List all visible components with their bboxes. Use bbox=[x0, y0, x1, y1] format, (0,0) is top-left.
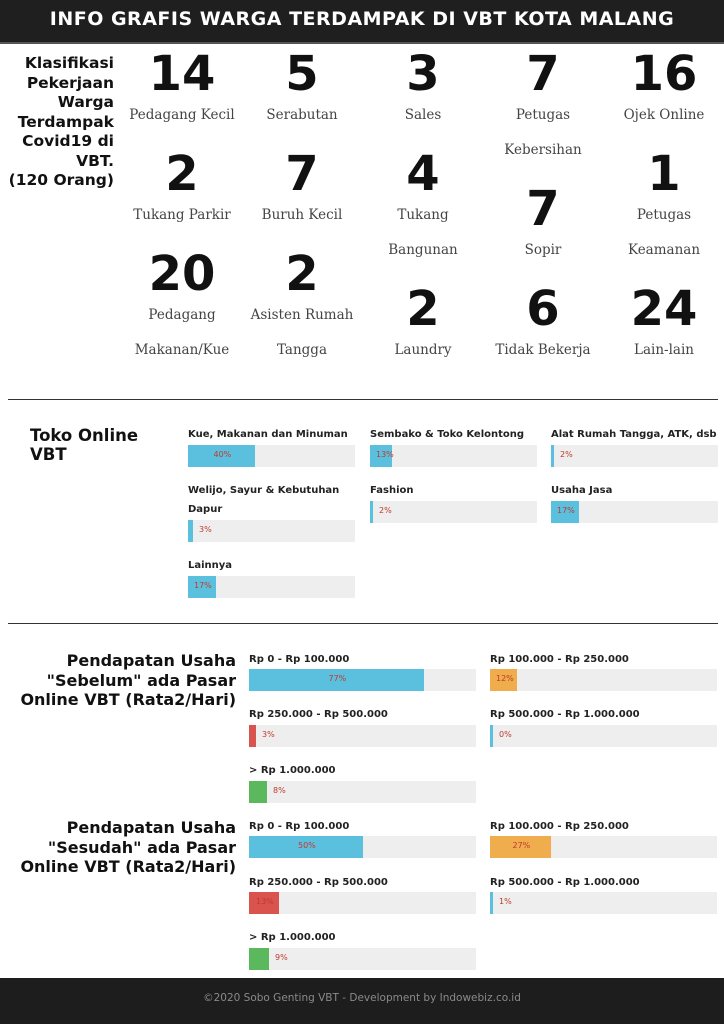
bar-title: Sembako & Toko Kelontong bbox=[370, 429, 525, 440]
stat-item bbox=[112, 46, 252, 133]
stat-value: 16 bbox=[630, 46, 698, 102]
stat-value: 7 bbox=[526, 46, 560, 102]
page-title: INFO GRAFIS WARGA TERDAMPAK DI VBT KOTA MALANG bbox=[49, 8, 675, 30]
bar-title: Fashion bbox=[370, 485, 414, 496]
stat-item bbox=[232, 46, 372, 133]
bar-fill bbox=[490, 892, 493, 914]
footer-credit: ©2020 Sobo Genting VBT - Development by Indowebiz.co.id bbox=[203, 992, 521, 1004]
stat-item bbox=[473, 181, 613, 268]
bar-title: Rp 100.000 - Rp 250.000 bbox=[490, 821, 629, 832]
stat-value: 2 bbox=[285, 246, 319, 302]
pendapatan-sesudah-heading: Pendapatan Usaha "Sesudah" ada Pasar Online VBT (Rata2/Hari) bbox=[20, 818, 236, 876]
bar-value: 1% bbox=[499, 897, 512, 906]
stat-item bbox=[112, 146, 252, 233]
bar-value: 13% bbox=[256, 897, 274, 906]
bar-value: 8% bbox=[273, 786, 286, 795]
bar-title: Rp 0 - Rp 100.000 bbox=[249, 821, 350, 832]
stat-value: 5 bbox=[285, 46, 319, 102]
bar-value: 50% bbox=[298, 841, 316, 850]
stat-label: Tidak Bekerja bbox=[495, 342, 591, 358]
bar-value: 9% bbox=[275, 953, 288, 962]
stat-label: Laundry bbox=[394, 342, 452, 358]
stat-label: Tukang Bangunan bbox=[388, 207, 458, 258]
bar-title: Rp 500.000 - Rp 1.000.000 bbox=[490, 709, 640, 720]
progress-bar bbox=[490, 892, 717, 914]
bar-fill bbox=[551, 445, 554, 467]
progress-bar bbox=[188, 445, 355, 467]
stat-item bbox=[473, 46, 613, 168]
stat-value: 4 bbox=[406, 146, 440, 202]
stat-label: Pedagang Makanan/Kue bbox=[134, 307, 230, 358]
bar-title: Rp 250.000 - Rp 500.000 bbox=[249, 877, 388, 888]
progress-bar bbox=[551, 445, 718, 467]
stat-label: Serabutan bbox=[266, 107, 338, 123]
progress-bar bbox=[249, 781, 476, 803]
bar-value: 13% bbox=[376, 450, 394, 459]
bar-value: 77% bbox=[328, 674, 347, 683]
stat-label: Lain-lain bbox=[634, 342, 694, 358]
bar-title: Alat Rumah Tangga, ATK, dsb bbox=[551, 429, 717, 440]
pendapatan-sebelum-heading: Pendapatan Usaha "Sebelum" ada Pasar Online VBT (Rata2/Hari) bbox=[20, 651, 236, 709]
progress-bar bbox=[188, 576, 355, 598]
bar-fill bbox=[188, 520, 193, 542]
bar-value: 27% bbox=[512, 841, 531, 850]
bar-fill bbox=[249, 781, 267, 803]
bar-title: Welijo, Sayur & Kebutuhan Dapur bbox=[188, 485, 340, 515]
progress-bar bbox=[249, 948, 476, 970]
progress-bar bbox=[370, 445, 537, 467]
progress-bar bbox=[490, 669, 717, 691]
stat-item bbox=[353, 146, 493, 268]
bar-fill bbox=[249, 725, 256, 747]
stat-label: Asisten Rumah Tangga bbox=[250, 307, 354, 358]
bar-title: > Rp 1.000.000 bbox=[249, 765, 336, 776]
stat-item bbox=[353, 281, 493, 368]
bar-value: 2% bbox=[379, 506, 392, 515]
stat-value: 6 bbox=[526, 281, 560, 337]
stat-label: Pedagang Kecil bbox=[129, 107, 235, 123]
bar-title: Rp 500.000 - Rp 1.000.000 bbox=[490, 877, 640, 888]
page-header bbox=[0, 0, 724, 44]
section-divider bbox=[8, 399, 718, 400]
bar-title: Kue, Makanan dan Minuman bbox=[188, 429, 348, 440]
stat-label: Sales bbox=[404, 107, 442, 123]
stat-value: 2 bbox=[165, 146, 199, 202]
toko-online-heading: Toko Online VBT bbox=[30, 426, 139, 464]
stat-label: Tukang Parkir bbox=[133, 207, 231, 223]
progress-bar bbox=[249, 836, 476, 858]
bar-value: 3% bbox=[262, 730, 275, 739]
stat-label: Petugas Kebersihan bbox=[504, 107, 582, 158]
stat-value: 3 bbox=[406, 46, 440, 102]
stat-item bbox=[473, 281, 613, 368]
stat-value: 2 bbox=[406, 281, 440, 337]
progress-bar bbox=[490, 836, 717, 858]
bar-title: > Rp 1.000.000 bbox=[249, 932, 336, 943]
stat-item bbox=[232, 246, 372, 368]
stat-value: 24 bbox=[630, 281, 698, 337]
bar-title: Usaha Jasa bbox=[551, 485, 613, 496]
bar-value: 2% bbox=[560, 450, 573, 459]
progress-bar bbox=[188, 520, 355, 542]
progress-bar bbox=[551, 501, 718, 523]
bar-fill bbox=[249, 948, 269, 970]
stat-item bbox=[594, 46, 724, 133]
section-divider bbox=[8, 623, 718, 624]
stat-item bbox=[353, 46, 493, 133]
stat-value: 1 bbox=[647, 146, 681, 202]
bar-value: 3% bbox=[199, 525, 212, 534]
bar-value: 17% bbox=[194, 581, 212, 590]
bar-title: Rp 100.000 - Rp 250.000 bbox=[490, 654, 629, 665]
stat-label: Ojek Online bbox=[623, 107, 705, 123]
stat-label: Petugas Keamanan bbox=[627, 207, 701, 258]
bar-value: 0% bbox=[499, 730, 512, 739]
stat-item bbox=[594, 281, 724, 368]
bar-title: Rp 250.000 - Rp 500.000 bbox=[249, 709, 388, 720]
page-footer bbox=[0, 978, 724, 1024]
stat-value: 7 bbox=[526, 181, 560, 237]
bar-fill bbox=[370, 501, 373, 523]
stat-label: Sopir bbox=[524, 242, 562, 258]
progress-bar bbox=[490, 725, 717, 747]
stat-item bbox=[232, 146, 372, 233]
bar-value: 17% bbox=[557, 506, 575, 515]
progress-bar bbox=[249, 892, 476, 914]
bar-title: Rp 0 - Rp 100.000 bbox=[249, 654, 350, 665]
stat-item bbox=[112, 246, 252, 368]
progress-bar bbox=[249, 725, 476, 747]
stat-value: 7 bbox=[285, 146, 319, 202]
stat-value: 20 bbox=[148, 246, 216, 302]
stat-item bbox=[594, 146, 724, 268]
klasifikasi-heading: Klasifikasi Pekerjaan Warga Terdampak Covid19 di VBT. (120 Orang) bbox=[8, 54, 114, 189]
stat-value: 14 bbox=[148, 46, 216, 102]
bar-fill bbox=[490, 725, 493, 747]
progress-bar bbox=[249, 669, 476, 691]
bar-value: 40% bbox=[213, 450, 232, 459]
bar-value: 12% bbox=[496, 674, 514, 683]
bar-title: Lainnya bbox=[188, 560, 233, 571]
progress-bar bbox=[370, 501, 537, 523]
stat-label: Buruh Kecil bbox=[261, 207, 343, 223]
